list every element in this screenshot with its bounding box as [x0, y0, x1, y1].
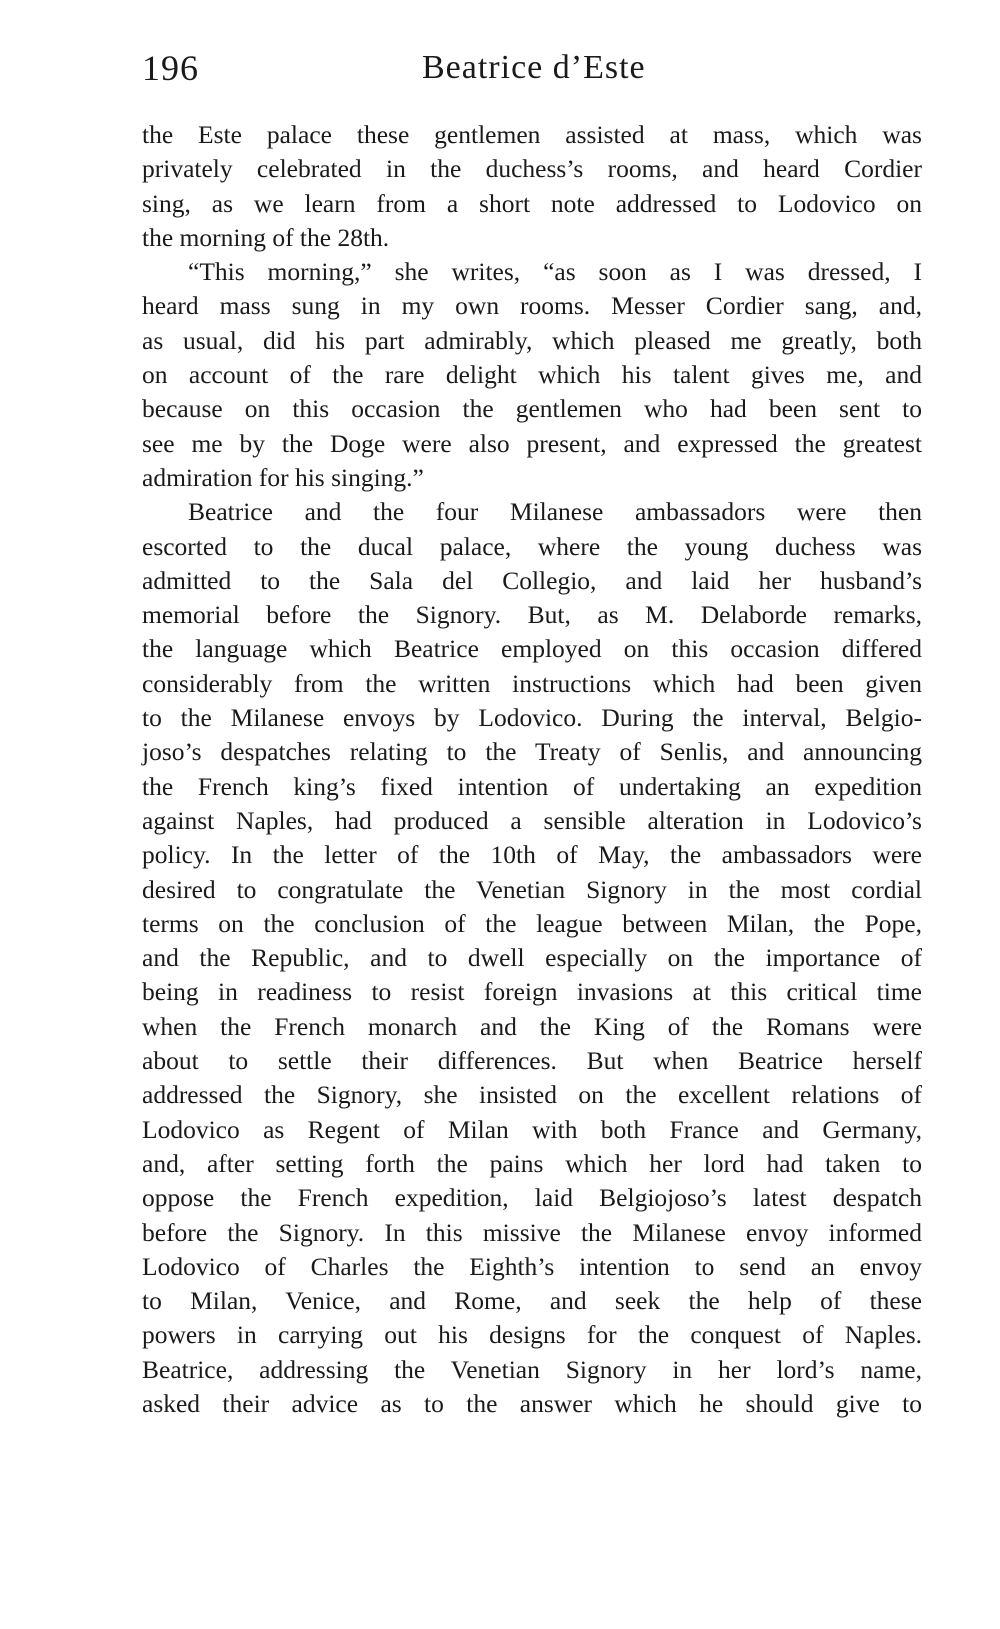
text-line: when the French monarch and the King of the Romans were [142, 1011, 922, 1041]
text-line: addressed the Signory, she insisted on the excellent relations of [142, 1080, 922, 1110]
text-line: being in readiness to resist foreign invasions at this critical time [142, 977, 922, 1007]
text-line: desired to congratulate the Venetian Signory in the most cordial [142, 874, 922, 904]
text-line: about to settle their differences. But when Beatrice herself [142, 1046, 922, 1076]
text-line: powers in carrying out his designs for the conquest of Naples. [142, 1320, 922, 1350]
text-line: memorial before the Signory. But, as M. Delaborde remarks, [142, 600, 922, 630]
text-line: privately celebrated in the duchess’s rooms, and heard Cordier [142, 154, 922, 184]
text-line: heard mass sung in my own rooms. Messer Cordier sang, and, [142, 291, 922, 321]
text-line: oppose the French expedition, laid Belgiojoso’s latest despatch [142, 1183, 922, 1213]
text-line: terms on the conclusion of the league between Milan, the Pope, [142, 908, 922, 938]
running-head [142, 38, 932, 98]
text-line: the French king’s fixed intention of undertaking an expedition [142, 771, 922, 801]
text-line: considerably from the written instructions which had been given [142, 668, 922, 698]
text-line: Beatrice and the four Milanese ambassadors were then [188, 497, 922, 527]
text-line: the language which Beatrice employed on this occasion differed [142, 634, 922, 664]
text-line: to the Milanese envoys by Lodovico. During the interval, Belgio- [142, 703, 922, 733]
page-number: 196 [142, 48, 199, 88]
text-line: against Naples, had produced a sensible alteration in Lodovico’s [142, 805, 922, 835]
text-line: and the Republic, and to dwell especially on the importance of [142, 943, 922, 973]
text-line: Beatrice, addressing the Venetian Signory in her lord’s name, [142, 1354, 922, 1384]
text-line: see me by the Doge were also present, and expressed the greatest [142, 428, 922, 458]
text-line: sing, as we learn from a short note addressed to Lodovico on [142, 188, 922, 218]
text-line: escorted to the ducal palace, where the young duchess was [142, 531, 922, 561]
text-line: the morning of the 28th. [142, 222, 390, 252]
text-line: to Milan, Venice, and Rome, and seek the help of these [142, 1286, 922, 1316]
text-line: admiration for his singing.” [142, 462, 424, 492]
text-line: “This morning,” she writes, “as soon as I was dressed, I [188, 257, 922, 287]
text-line: before the Signory. In this missive the Milanese envoy informed [142, 1217, 922, 1247]
text-line: asked their advice as to the answer which he should give to [142, 1388, 922, 1418]
running-title: Beatrice d’Este [422, 49, 646, 86]
text-line: admitted to the Sala del Collegio, and laid her husband’s [142, 565, 922, 595]
text-line: because on this occasion the gentlemen who had been sent to [142, 394, 922, 424]
text-line: and, after setting forth the pains which her lord had taken to [142, 1148, 922, 1178]
text-line: Lodovico as Regent of Milan with both France and Germany, [142, 1114, 922, 1144]
text-line: Lodovico of Charles the Eighth’s intention to send an envoy [142, 1251, 922, 1281]
text-line: policy. In the letter of the 10th of May, the ambassadors were [142, 840, 922, 870]
text-line: joso’s despatches relating to the Treaty of Senlis, and announcing [142, 737, 922, 767]
body-text [142, 118, 922, 1421]
text-line: as usual, did his part admirably, which pleased me greatly, both [142, 325, 922, 355]
text-line: on account of the rare delight which his talent gives me, and [142, 360, 922, 390]
text-line: the Este palace these gentlemen assisted at mass, which was [142, 120, 922, 149]
